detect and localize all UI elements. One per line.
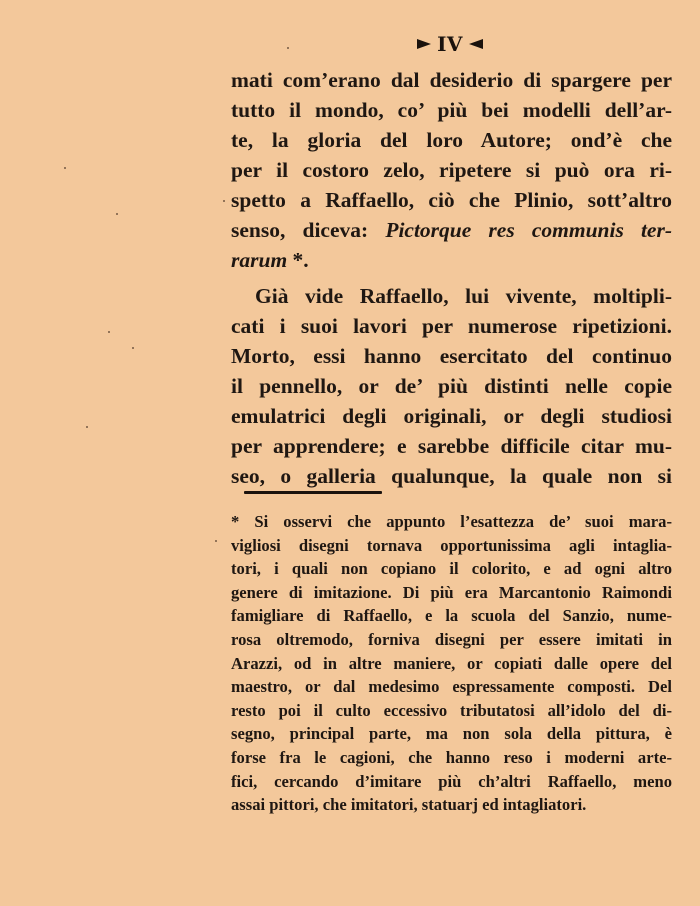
body-line: per il costoro zelo, ripetere si può ora ri-: [231, 158, 672, 182]
body-line: tutto il mondo, co’ più bei modelli dell’ar-: [231, 98, 672, 122]
footnote-line: vigliosi disegni tornava opportunissima agli intaglia-: [231, 535, 672, 555]
footnote-rule: [244, 491, 382, 494]
body-line: te, la gloria del loro Autore; ond’è che: [231, 128, 672, 152]
right-ornament-icon: [469, 39, 487, 49]
body-line: seo, o galleria qualunque, la quale non si: [231, 464, 672, 488]
footnote-marker: *.: [292, 248, 309, 272]
body-text: senso, diceva:: [231, 218, 369, 242]
footnote-line: tori, i quali non copiano il colorito, e ad ogni altro: [231, 559, 672, 579]
body-line: [231, 245, 672, 275]
body-line: cati i suoi lavori per numerose ripetizioni.: [231, 314, 672, 338]
body-line: per apprendere; e sarebbe difficile citar mu-: [231, 434, 672, 458]
body-line: emulatrici degli originali, or degli studiosi: [231, 404, 672, 428]
footnote-line: maestro, or dal medesimo espressamente composti. Del: [231, 677, 672, 697]
footnote-line: rosa oltremodo, forniva disegni per essere imitati in: [231, 629, 672, 649]
paper-speck: [223, 200, 225, 202]
paper-speck: [215, 540, 217, 542]
footnote-line: genere di imitazione. Di più era Marcantonio Raimondi: [231, 582, 672, 602]
footnote-line: * Si osservi che appunto l’esattezza de’ suoi mara-: [231, 512, 672, 531]
latin-quote: Pictorque res communis ter-: [385, 218, 673, 242]
latin-quote-end: rarum: [231, 248, 288, 272]
footnote-line: assai pittori, che imitatori, statuarj ed intagliatori.: [231, 795, 587, 815]
body-line: il pennello, or de’ più distinti nelle copie: [231, 374, 672, 398]
left-ornament-icon: [413, 39, 431, 49]
footnote-line: fici, cercando d’imitare più ch’altri Raffaello, meno: [231, 771, 672, 791]
paper-speck: [108, 331, 110, 333]
page-header: [405, 32, 495, 56]
body-line: Già vide Raffaello, lui vivente, moltipli-: [255, 284, 672, 308]
footnote-line: resto poi il culto eccessivo tributatosi all’idolo del di-: [231, 700, 672, 720]
body-line: Morto, essi hanno esercitato del continuo: [231, 344, 672, 368]
body-line: spetto a Raffaello, ciò che Plinio, sott’altro: [231, 188, 672, 212]
body-line: [231, 215, 672, 245]
paper-speck: [86, 426, 88, 428]
body-line: mati com’erano dal desiderio di spargere per: [231, 68, 672, 92]
footnote-line: segno, principal parte, ma non sola della pittura, è: [231, 724, 672, 744]
page-number: IV: [437, 32, 463, 56]
paper-speck: [64, 167, 66, 169]
main-text: [231, 65, 672, 491]
paper-speck: [116, 213, 118, 215]
footnote-line: Arazzi, od in altre maniere, or copiati dalle opere del: [231, 653, 672, 673]
footnote-line: forse fra le cagioni, che hanno reso i moderni arte-: [231, 747, 672, 767]
paper-speck: [132, 347, 134, 349]
paper-speck: [287, 47, 289, 49]
footnote: [231, 510, 672, 817]
footnote-line: famigliare di Raffaello, e la scuola del Sanzio, nume-: [231, 606, 672, 626]
